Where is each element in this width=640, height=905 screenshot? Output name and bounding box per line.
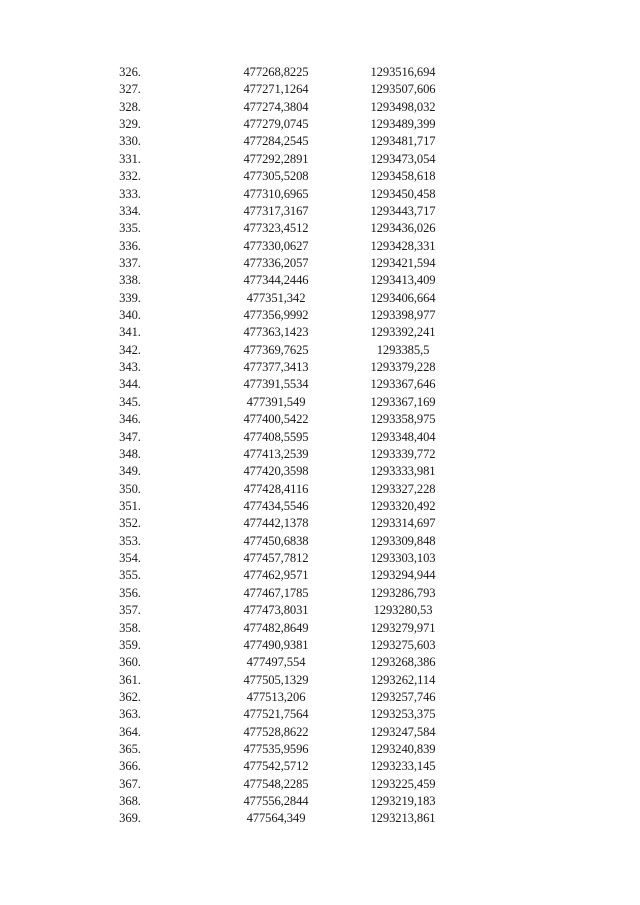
table-row <box>100 307 460 324</box>
x-coordinate: 477548,2285 <box>243 776 309 791</box>
coordinate-table <box>100 64 460 828</box>
point-number: 360. <box>119 655 141 670</box>
point-number: 327. <box>119 82 141 97</box>
y-coordinate: 1293339,772 <box>370 446 436 461</box>
y-coordinate: 1293385,5 <box>376 342 430 357</box>
x-coordinate: 477542,5712 <box>243 759 309 774</box>
table-row <box>100 689 460 706</box>
x-coordinate: 477408,5595 <box>243 429 309 444</box>
table-row <box>100 342 460 359</box>
x-coordinate: 477450,6838 <box>243 533 309 548</box>
point-number: 365. <box>119 742 141 757</box>
point-number: 366. <box>119 759 141 774</box>
x-coordinate: 477336,2057 <box>243 255 309 270</box>
y-coordinate: 1293240,839 <box>370 742 436 757</box>
table-row <box>100 272 460 289</box>
x-coordinate: 477413,2539 <box>243 446 309 461</box>
table-row <box>100 186 460 203</box>
y-coordinate: 1293219,183 <box>370 794 436 809</box>
y-coordinate: 1293233,145 <box>370 759 436 774</box>
table-row <box>100 810 460 827</box>
y-coordinate: 1293257,746 <box>370 689 436 704</box>
table-row <box>100 411 460 428</box>
table-row <box>100 654 460 671</box>
point-number: 341. <box>119 325 141 340</box>
point-number: 369. <box>119 811 141 826</box>
y-coordinate: 1293275,603 <box>370 637 436 652</box>
y-coordinate: 1293421,594 <box>370 255 436 270</box>
x-coordinate: 477323,4512 <box>243 221 309 236</box>
point-number: 337. <box>119 255 141 270</box>
table-row <box>100 99 460 116</box>
x-coordinate: 477434,5546 <box>243 498 309 513</box>
x-coordinate: 477462,9571 <box>243 568 309 583</box>
y-coordinate: 1293367,646 <box>370 377 436 392</box>
y-coordinate: 1293327,228 <box>370 481 436 496</box>
x-coordinate: 477528,8622 <box>243 724 309 739</box>
table-row <box>100 116 460 133</box>
table-row <box>100 533 460 550</box>
x-coordinate: 477420,3598 <box>243 464 309 479</box>
point-number: 329. <box>119 117 141 132</box>
point-number: 334. <box>119 203 141 218</box>
x-coordinate: 477344,2446 <box>243 273 309 288</box>
y-coordinate: 1293268,386 <box>370 655 436 670</box>
point-number: 343. <box>119 360 141 375</box>
x-coordinate: 477473,8031 <box>243 603 309 618</box>
table-row <box>100 463 460 480</box>
x-coordinate: 477391,549 <box>246 394 306 409</box>
point-number: 344. <box>119 377 141 392</box>
point-number: 336. <box>119 238 141 253</box>
y-coordinate: 1293333,981 <box>370 464 436 479</box>
point-number: 342. <box>119 342 141 357</box>
table-row <box>100 359 460 376</box>
table-row <box>100 498 460 515</box>
y-coordinate: 1293280,53 <box>373 603 433 618</box>
table-row <box>100 81 460 98</box>
point-number: 333. <box>119 186 141 201</box>
point-number: 332. <box>119 169 141 184</box>
y-coordinate: 1293358,975 <box>370 412 436 427</box>
x-coordinate: 477351,342 <box>246 290 306 305</box>
table-row <box>100 324 460 341</box>
y-coordinate: 1293225,459 <box>370 776 436 791</box>
x-coordinate: 477400,5422 <box>243 412 309 427</box>
x-coordinate: 477564,349 <box>246 811 306 826</box>
x-coordinate: 477428,4116 <box>243 481 309 496</box>
x-coordinate: 477271,1264 <box>243 82 309 97</box>
x-coordinate: 477356,9992 <box>243 308 309 323</box>
point-number: 349. <box>119 464 141 479</box>
x-coordinate: 477497,554 <box>246 655 306 670</box>
table-row <box>100 585 460 602</box>
table-row <box>100 602 460 619</box>
y-coordinate: 1293443,717 <box>370 203 436 218</box>
point-number: 331. <box>119 151 141 166</box>
point-number: 351. <box>119 498 141 513</box>
x-coordinate: 477284,2545 <box>243 134 309 149</box>
table-row <box>100 620 460 637</box>
table-row <box>100 481 460 498</box>
y-coordinate: 1293473,054 <box>370 151 436 166</box>
point-number: 355. <box>119 568 141 583</box>
point-number: 345. <box>119 394 141 409</box>
x-coordinate: 477377,3413 <box>243 360 309 375</box>
table-row <box>100 776 460 793</box>
x-coordinate: 477482,8649 <box>243 620 309 635</box>
table-row <box>100 238 460 255</box>
point-number: 367. <box>119 776 141 791</box>
table-row <box>100 151 460 168</box>
table-row <box>100 515 460 532</box>
y-coordinate: 1293314,697 <box>370 516 436 531</box>
y-coordinate: 1293279,971 <box>370 620 436 635</box>
y-coordinate: 1293489,399 <box>370 117 436 132</box>
x-coordinate: 477369,7625 <box>243 342 309 357</box>
y-coordinate: 1293253,375 <box>370 707 436 722</box>
x-coordinate: 477317,3167 <box>243 203 309 218</box>
table-row <box>100 550 460 567</box>
table-row <box>100 672 460 689</box>
y-coordinate: 1293247,584 <box>370 724 436 739</box>
x-coordinate: 477505,1329 <box>243 672 309 687</box>
point-number: 338. <box>119 273 141 288</box>
y-coordinate: 1293348,404 <box>370 429 436 444</box>
x-coordinate: 477535,9596 <box>243 742 309 757</box>
y-coordinate: 1293262,114 <box>370 672 436 687</box>
point-number: 350. <box>119 481 141 496</box>
point-number: 328. <box>119 99 141 114</box>
x-coordinate: 477556,2844 <box>243 794 309 809</box>
table-row <box>100 255 460 272</box>
table-row <box>100 793 460 810</box>
x-coordinate: 477490,9381 <box>243 637 309 652</box>
x-coordinate: 477513,206 <box>246 689 306 704</box>
point-number: 368. <box>119 794 141 809</box>
x-coordinate: 477467,1785 <box>243 585 309 600</box>
point-number: 340. <box>119 308 141 323</box>
y-coordinate: 1293428,331 <box>370 238 436 253</box>
point-number: 358. <box>119 620 141 635</box>
y-coordinate: 1293286,793 <box>370 585 436 600</box>
y-coordinate: 1293436,026 <box>370 221 436 236</box>
x-coordinate: 477363,1423 <box>243 325 309 340</box>
x-coordinate: 477310,6965 <box>243 186 309 201</box>
y-coordinate: 1293507,606 <box>370 82 436 97</box>
x-coordinate: 477521,7564 <box>243 707 309 722</box>
table-row <box>100 724 460 741</box>
x-coordinate: 477268,8225 <box>243 65 309 79</box>
y-coordinate: 1293320,492 <box>370 498 436 513</box>
point-number: 363. <box>119 707 141 722</box>
x-coordinate: 477292,2891 <box>243 151 309 166</box>
y-coordinate: 1293294,944 <box>370 568 436 583</box>
point-number: 364. <box>119 724 141 739</box>
point-number: 352. <box>119 516 141 531</box>
table-row <box>100 290 460 307</box>
point-number: 330. <box>119 134 141 149</box>
point-number: 356. <box>119 585 141 600</box>
point-number: 359. <box>119 637 141 652</box>
table-row <box>100 203 460 220</box>
y-coordinate: 1293379,228 <box>370 360 436 375</box>
y-coordinate: 1293213,861 <box>370 811 436 826</box>
y-coordinate: 1293458,618 <box>370 169 436 184</box>
table-row <box>100 394 460 411</box>
point-number: 326. <box>119 65 141 79</box>
table-row <box>100 741 460 758</box>
y-coordinate: 1293406,664 <box>370 290 436 305</box>
point-number: 353. <box>119 533 141 548</box>
y-coordinate: 1293498,032 <box>370 99 436 114</box>
y-coordinate: 1293309,848 <box>370 533 436 548</box>
point-number: 335. <box>119 221 141 236</box>
point-number: 347. <box>119 429 141 444</box>
x-coordinate: 477391,5534 <box>243 377 309 392</box>
table-row <box>100 758 460 775</box>
point-number: 348. <box>119 446 141 461</box>
y-coordinate: 1293392,241 <box>370 325 436 340</box>
table-row <box>100 133 460 150</box>
point-number: 354. <box>119 551 141 566</box>
x-coordinate: 477305,5208 <box>243 169 309 184</box>
x-coordinate: 477330,0627 <box>243 238 309 253</box>
y-coordinate: 1293481,717 <box>370 134 436 149</box>
x-coordinate: 477457,7812 <box>243 551 309 566</box>
table-row <box>100 637 460 654</box>
x-coordinate: 477442,1378 <box>243 516 309 531</box>
table-row <box>100 168 460 185</box>
y-coordinate: 1293367,169 <box>370 394 436 409</box>
x-coordinate: 477279,0745 <box>243 117 309 132</box>
table-row <box>100 446 460 463</box>
table-row <box>100 567 460 584</box>
x-coordinate: 477274,3804 <box>243 99 309 114</box>
table-row <box>100 429 460 446</box>
point-number: 362. <box>119 689 141 704</box>
table-row <box>100 376 460 393</box>
y-coordinate: 1293398,977 <box>370 308 436 323</box>
y-coordinate: 1293450,458 <box>370 186 436 201</box>
y-coordinate: 1293516,694 <box>370 65 436 79</box>
point-number: 357. <box>119 603 141 618</box>
table-row <box>100 64 460 81</box>
point-number: 346. <box>119 412 141 427</box>
y-coordinate: 1293303,103 <box>370 551 436 566</box>
point-number: 339. <box>119 290 141 305</box>
table-row <box>100 706 460 723</box>
table-row <box>100 220 460 237</box>
y-coordinate: 1293413,409 <box>370 273 436 288</box>
point-number: 361. <box>119 672 141 687</box>
